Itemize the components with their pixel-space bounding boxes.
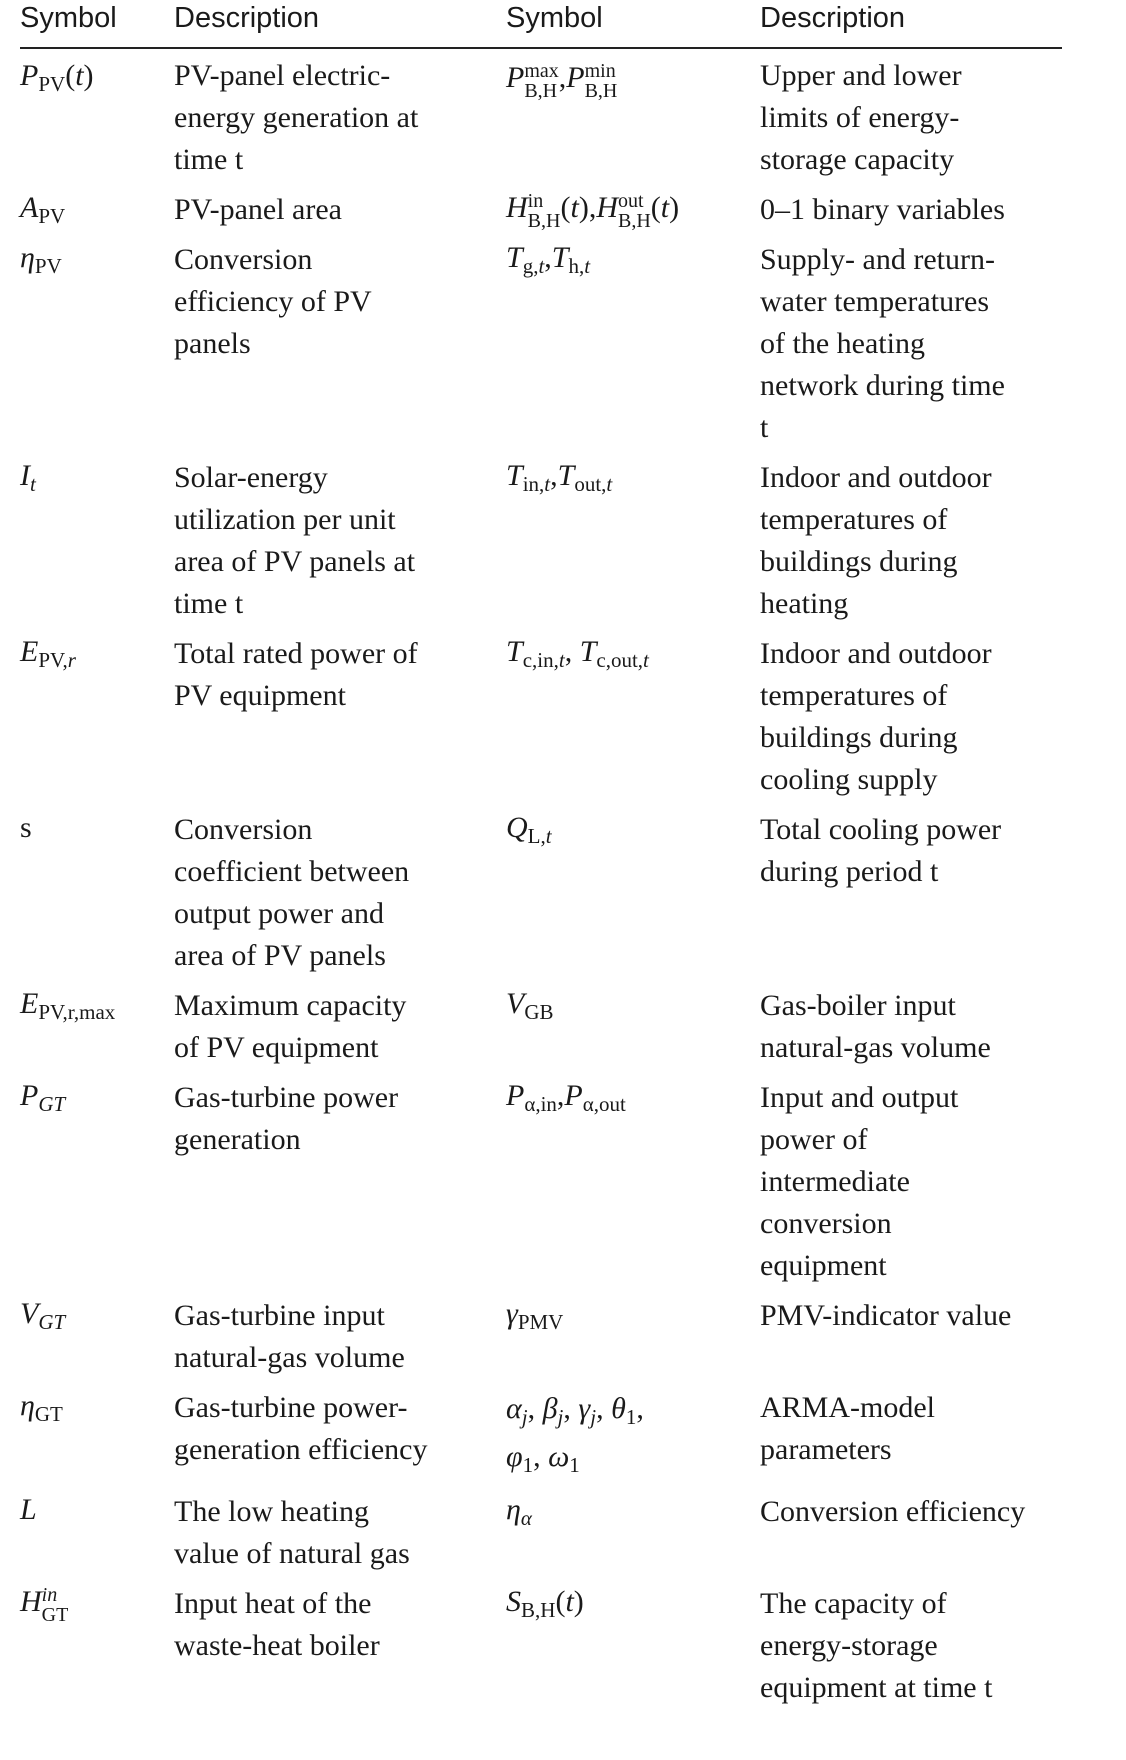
table-row <box>20 48 1062 183</box>
header-description-1: Description <box>174 0 506 48</box>
symbol-cell: $Q_{L,t}$ <box>506 811 552 848</box>
symbol-cell: $T_{in,t},T_{out,t}$ <box>506 459 613 496</box>
description-cell: Total rated power of PV equipment <box>174 637 418 712</box>
symbol-cell: L <box>20 1493 37 1526</box>
description-cell: The low heating value of natural gas <box>174 1495 410 1570</box>
description-cell: The capacity of energy-storage equipment at time t <box>760 1587 993 1704</box>
symbol-cell: $\eta_{PV}$ <box>20 241 62 278</box>
header-description-2: Description <box>760 0 1062 48</box>
symbol-cell: $\alpha_j$, $\beta_j$, $\gamma_j$, $\theta_1$, $\varphi_1$, $\omega_1$ <box>506 1392 644 1477</box>
description-cell: Maximum capacity of PV equipment <box>174 989 407 1064</box>
table-row <box>20 1381 1062 1485</box>
table-row <box>20 1071 1062 1289</box>
table-row <box>20 1485 1062 1577</box>
header-symbol-2: Symbol <box>506 0 760 48</box>
description-cell: Conversion efficiency of PV panels <box>174 243 372 360</box>
description-cell: Solar-energy utilization per unit area of PV panels at time t <box>174 461 416 620</box>
symbol-cell: P max B,H ,P min B,H <box>506 60 618 102</box>
description-cell: Supply- and return- water temperatures of the heating network during time t <box>760 243 1005 444</box>
description-cell: Gas-turbine input natural-gas volume <box>174 1299 405 1374</box>
table-header-row <box>20 0 1062 48</box>
table-row <box>20 627 1062 803</box>
table-row <box>20 451 1062 627</box>
symbol-cell: $T_{c,in,t}$, $T_{c,out,t}$ <box>506 635 649 672</box>
table-row <box>20 803 1062 979</box>
symbol-cell: $T_{g,t},T_{h,t}$ <box>506 241 591 278</box>
description-cell: Gas-turbine power generation <box>174 1081 399 1156</box>
description-cell: Total cooling power during period t <box>760 813 1002 888</box>
symbol-table-page <box>20 0 1062 1711</box>
symbol-cell: $P_{GT}$ <box>20 1079 66 1116</box>
symbol-cell: $E_{PV,r}$ <box>20 635 76 672</box>
symbol-cell: $V_{GT}$ <box>20 1297 66 1334</box>
symbol-cell: $\eta_\alpha$ <box>506 1493 532 1530</box>
symbol-cell: $P_{PV}(t)$ <box>20 59 94 96</box>
symbol-cell: $\gamma_{PMV}$ <box>506 1297 564 1334</box>
description-cell: 0–1 binary variables <box>760 193 1005 226</box>
symbol-cell: $A_{PV}$ <box>20 191 66 228</box>
description-cell: PV-panel electric- energy generation at time t <box>174 59 419 176</box>
table-row <box>20 1577 1062 1711</box>
symbol-description-table <box>20 0 1062 1711</box>
description-cell: ARMA-model parameters <box>760 1391 935 1466</box>
table-row <box>20 183 1062 233</box>
description-cell: PV-panel area <box>174 193 342 226</box>
description-cell: Gas-boiler input natural-gas volume <box>760 989 991 1064</box>
symbol-cell: $E_{PV,r,max}$ <box>20 987 116 1024</box>
description-cell: Conversion coefficient between output power and area of PV panels <box>174 813 410 972</box>
description-cell: PMV-indicator value <box>760 1299 1012 1332</box>
header-symbol-1: Symbol <box>20 0 174 48</box>
symbol-cell: $I_t$ <box>20 459 36 496</box>
description-cell: Input and output power of intermediate conversion equipment <box>760 1081 959 1282</box>
table-row <box>20 233 1062 451</box>
description-cell: Indoor and outdoor temperatures of buildings during heating <box>760 461 992 620</box>
description-cell: Gas-turbine power- generation efficiency <box>174 1391 428 1466</box>
symbol-cell: H in GT <box>20 1584 69 1626</box>
table-row <box>20 979 1062 1071</box>
description-cell: Conversion efficiency <box>760 1495 1026 1528</box>
symbol-cell: s <box>20 811 32 844</box>
symbol-cell: $S_{B,H}(t)$ <box>506 1585 584 1622</box>
symbol-cell: $P_{\alpha,in},P_{\alpha,out}$ <box>506 1079 626 1116</box>
table-row <box>20 1289 1062 1381</box>
symbol-cell: H in B,H (t),H out B,H (t) <box>506 190 680 232</box>
description-cell: Indoor and outdoor temperatures of buildings during cooling supply <box>760 637 992 796</box>
description-cell: Upper and lower limits of energy- storage capacity <box>760 59 962 176</box>
symbol-cell: $\eta_{GT}$ <box>20 1389 63 1426</box>
symbol-cell: $V_{GB}$ <box>506 987 554 1024</box>
description-cell: Input heat of the waste-heat boiler <box>174 1587 380 1662</box>
